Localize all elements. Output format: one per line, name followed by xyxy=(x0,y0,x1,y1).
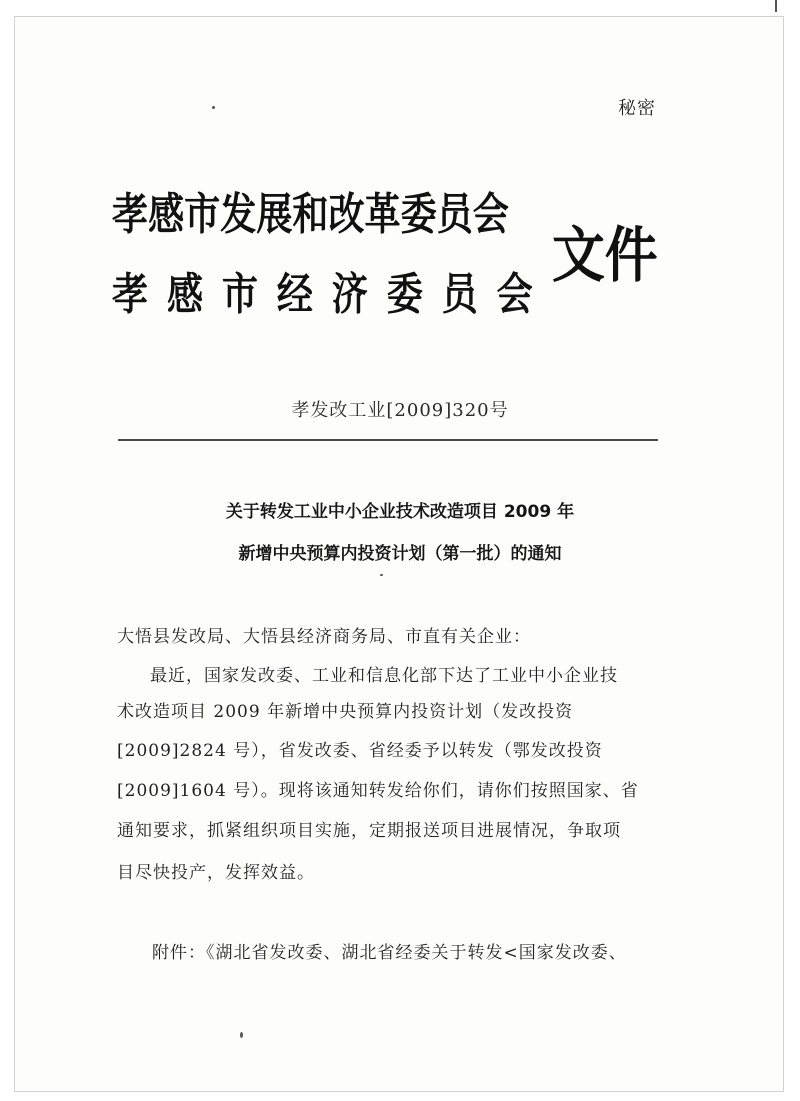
classification-label: 秘密 xyxy=(618,98,656,119)
scan-speck xyxy=(240,1032,243,1038)
document-type-label: 文件 xyxy=(552,221,658,291)
body-line: [2009]1604 号）。现将该通知转发给你们，请你们按照国家、省 xyxy=(117,781,639,801)
notice-title-line-2: 新增中央预算内投资计划（第一批）的通知 xyxy=(238,544,562,564)
body-line: 通知要求，抓紧组织项目实施，定期报送项目进展情况，争取项 xyxy=(117,821,621,841)
document-number: 孝发改工业[2009]320号 xyxy=(291,400,509,421)
scan-speck xyxy=(212,106,215,109)
notice-title-line-1: 关于转发工业中小企业技术改造项目 2009 年 xyxy=(225,502,575,522)
body-line: [2009]2824 号），省发改委、省经委予以转发（鄂发改投资 xyxy=(117,741,603,761)
header-divider xyxy=(118,439,658,441)
issuing-org-1: 孝感市发展和改革委员会 xyxy=(112,189,509,240)
attachment-line: 附件：《湖北省发改委、湖北省经委关于转发<国家发改委、 xyxy=(152,943,627,963)
addressee: 大悟县发改局、大悟县经济商务局、市直有关企业： xyxy=(117,627,531,647)
body-line: 术改造项目 2009 年新增中央预算内投资计划（发改投资 xyxy=(117,702,574,722)
scan-edge-mark xyxy=(775,0,777,12)
body-line: 目尽快投产，发挥效益。 xyxy=(117,863,315,883)
scan-speck xyxy=(380,574,383,576)
body-line: 最近，国家发改委、工业和信息化部下达了工业中小企业技 xyxy=(150,666,618,686)
issuing-org-2: 孝感市经济委员会 xyxy=(112,269,552,320)
